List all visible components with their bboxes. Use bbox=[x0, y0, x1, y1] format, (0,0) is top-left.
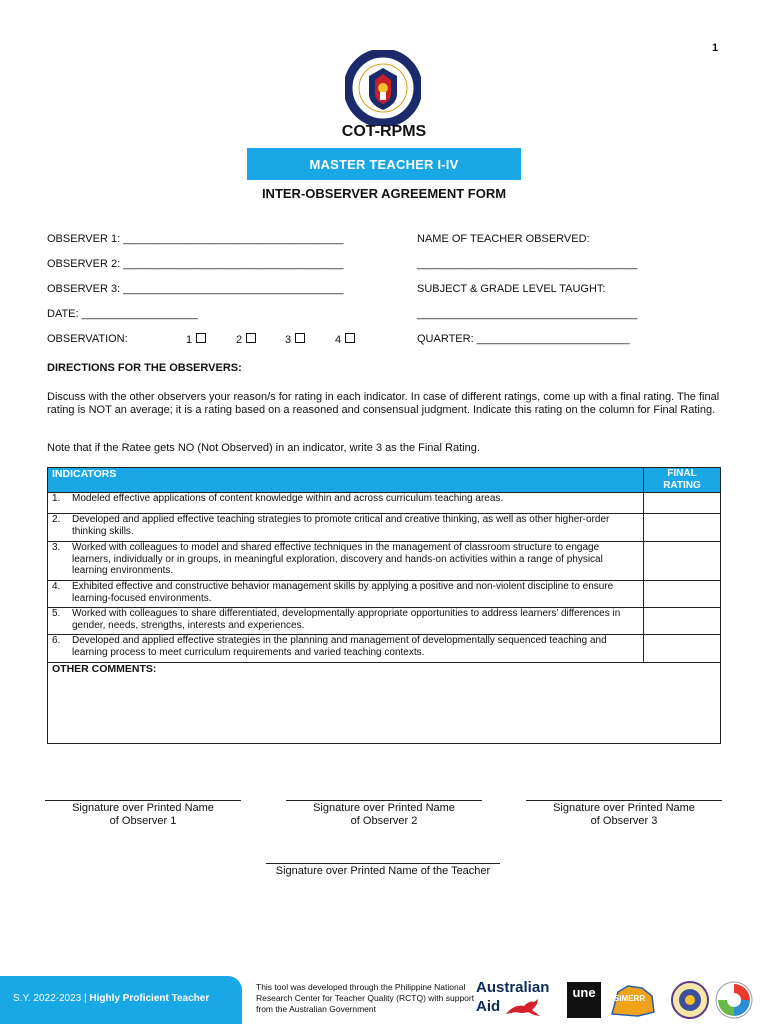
checkbox-icon[interactable] bbox=[295, 333, 305, 343]
indicator-cell bbox=[48, 581, 644, 608]
school-year-label bbox=[13, 993, 209, 1004]
australian-aid-logo bbox=[476, 980, 549, 1018]
observation-option-4[interactable] bbox=[335, 333, 355, 346]
signature-caption: Signature over Printed Name bbox=[72, 802, 214, 814]
observation-option-4-label: 4 bbox=[335, 334, 342, 346]
subject-grade-label: SUBJECT & GRADE LEVEL TAUGHT: bbox=[417, 283, 606, 295]
indicator-number: 5. bbox=[52, 608, 61, 619]
other-comments-label: OTHER COMMENTS: bbox=[52, 663, 157, 675]
indicator-cell bbox=[48, 635, 644, 663]
role-banner-text: MASTER TEACHER I-IV bbox=[309, 156, 459, 172]
table-header-row bbox=[48, 468, 721, 493]
indicator-text: Developed and applied effective strategies in the planning and management of developmentally sequenced teaching and learning process to meet curriculum requirements and varied teaching contexts. bbox=[72, 635, 607, 658]
observer-3-field[interactable]: OBSERVER 3: ____________________________________ bbox=[47, 283, 344, 295]
observer-1-field[interactable]: OBSERVER 1: ____________________________________ bbox=[47, 233, 344, 245]
observer-1-signature-label bbox=[45, 802, 241, 828]
role-banner bbox=[247, 148, 521, 180]
table-row bbox=[48, 514, 721, 542]
indicator-text: Modeled effective applications of content knowledge within and across curriculum teaching areas. bbox=[72, 493, 504, 504]
indicator-cell bbox=[48, 542, 644, 581]
observation-option-2[interactable] bbox=[236, 333, 256, 346]
simerr-logo-text: SiMERR bbox=[614, 994, 646, 1003]
final-rating-cell[interactable] bbox=[644, 514, 721, 542]
final-rating-header bbox=[644, 468, 721, 493]
indicator-number: 2. bbox=[52, 514, 61, 525]
signature-caption: Signature over Printed Name bbox=[313, 802, 455, 814]
checkbox-icon[interactable] bbox=[345, 333, 355, 343]
table-row bbox=[48, 581, 721, 608]
checkbox-icon[interactable] bbox=[246, 333, 256, 343]
final-rating-header-line1: FINAL bbox=[667, 468, 697, 479]
final-rating-cell[interactable] bbox=[644, 542, 721, 581]
signature-role: of Observer 1 bbox=[109, 815, 177, 827]
teacher-observed-field[interactable]: ____________________________________ bbox=[417, 258, 638, 270]
observation-option-1-label: 1 bbox=[186, 334, 193, 346]
final-rating-cell[interactable] bbox=[644, 608, 721, 635]
observer-1-signature-line[interactable] bbox=[45, 800, 241, 801]
career-stage-text: Highly Proficient Teacher bbox=[89, 993, 210, 1004]
une-logo-text: une bbox=[572, 985, 596, 1000]
deped-seal-logo bbox=[345, 50, 421, 126]
comments-row bbox=[48, 663, 721, 744]
indicator-cell bbox=[48, 514, 644, 542]
observation-label: OBSERVATION: bbox=[47, 333, 128, 345]
subject-grade-field[interactable]: ____________________________________ bbox=[417, 308, 638, 320]
australian-aid-line2: Aid bbox=[476, 998, 501, 1015]
page-number: 1 bbox=[712, 42, 719, 54]
teacher-signature-label: Signature over Printed Name of the Teacher bbox=[275, 865, 491, 877]
quarter-field[interactable]: QUARTER: _________________________ bbox=[417, 333, 630, 345]
signature-role: of Observer 2 bbox=[350, 815, 418, 827]
indicator-number: 1. bbox=[52, 493, 61, 504]
indicator-text: Worked with colleagues to share differentiated, developmentally appropriate opportunities to address learners’ differences in gender, needs, strengths, interests and experiences. bbox=[72, 608, 621, 631]
form-subtitle: INTER-OBSERVER AGREEMENT FORM bbox=[261, 186, 507, 201]
observation-option-1[interactable] bbox=[186, 333, 206, 346]
page-title: COT-RPMS bbox=[341, 123, 427, 140]
indicator-cell bbox=[48, 493, 644, 514]
simerr-logo bbox=[608, 980, 658, 1020]
indicator-text: Exhibited effective and constructive behavior management skills by applying a positive and non-violent discipline to ensure learning-focused environments. bbox=[72, 581, 614, 604]
indicators-table bbox=[47, 467, 721, 744]
directions-paragraph: Discuss with the other observers your reason/s for rating in each indicator. In case of different ratings, come up with a final rating. The final rating is NOT an average; it is a rating based on a reasoned and consensual judgment. Indicate this rating on the column for Final Rating. bbox=[47, 391, 720, 416]
rctq-logo bbox=[714, 980, 754, 1020]
final-rating-header-line2: RATING bbox=[663, 480, 701, 491]
indicator-number: 6. bbox=[52, 635, 61, 646]
directions-note: Note that if the Ratee gets NO (Not Observed) in an indicator, write 3 as the Final Rating. bbox=[47, 442, 480, 454]
final-rating-cell[interactable] bbox=[644, 493, 721, 514]
final-rating-cell[interactable] bbox=[644, 581, 721, 608]
observer-2-field[interactable]: OBSERVER 2: ____________________________________ bbox=[47, 258, 344, 270]
indicators-header: INDICATORS bbox=[48, 468, 644, 493]
indicator-cell bbox=[48, 608, 644, 635]
observer-3-signature-line[interactable] bbox=[526, 800, 722, 801]
australian-aid-line1: Australian bbox=[476, 979, 550, 996]
other-comments-cell[interactable] bbox=[48, 663, 721, 744]
indicator-text: Developed and applied effective teaching strategies to promote critical and creative thinking, as well as other higher-order thinking skills. bbox=[72, 514, 610, 537]
final-rating-cell[interactable] bbox=[644, 635, 721, 663]
indicator-number: 4. bbox=[52, 581, 61, 592]
directions-heading: DIRECTIONS FOR THE OBSERVERS: bbox=[47, 362, 242, 374]
teacher-observed-label: NAME OF TEACHER OBSERVED: bbox=[417, 233, 590, 245]
teacher-signature-line[interactable] bbox=[266, 863, 500, 864]
checkbox-icon[interactable] bbox=[196, 333, 206, 343]
table-row bbox=[48, 493, 721, 514]
table-row bbox=[48, 542, 721, 581]
table-row bbox=[48, 635, 721, 663]
une-logo bbox=[567, 982, 601, 1018]
observer-3-signature-label bbox=[526, 802, 722, 828]
footer-note: This tool was developed through the Philippine National Research Center for Teacher Quality (RCTQ) with support from the Australian Government bbox=[256, 982, 475, 1014]
observation-option-3[interactable] bbox=[285, 333, 305, 346]
date-field[interactable]: DATE: ___________________ bbox=[47, 308, 198, 320]
signature-role: of Observer 3 bbox=[590, 815, 658, 827]
kangaroo-icon bbox=[504, 996, 544, 1018]
school-year-text: S.Y. 2022-2023 | bbox=[13, 993, 90, 1004]
observer-2-signature-label bbox=[286, 802, 482, 828]
observation-option-2-label: 2 bbox=[236, 334, 243, 346]
signature-caption: Signature over Printed Name bbox=[553, 802, 695, 814]
indicator-text: Worked with colleagues to model and shared effective techniques in the management of classroom structure to engage learners, individually or in groups, in meaningful exploration, discovery and hands-on activities within a range of physical learning environments. bbox=[72, 542, 603, 576]
university-seal-logo bbox=[670, 980, 710, 1020]
observation-option-3-label: 3 bbox=[285, 334, 292, 346]
indicator-number: 3. bbox=[52, 542, 61, 553]
table-row bbox=[48, 608, 721, 635]
observer-2-signature-line[interactable] bbox=[286, 800, 482, 801]
